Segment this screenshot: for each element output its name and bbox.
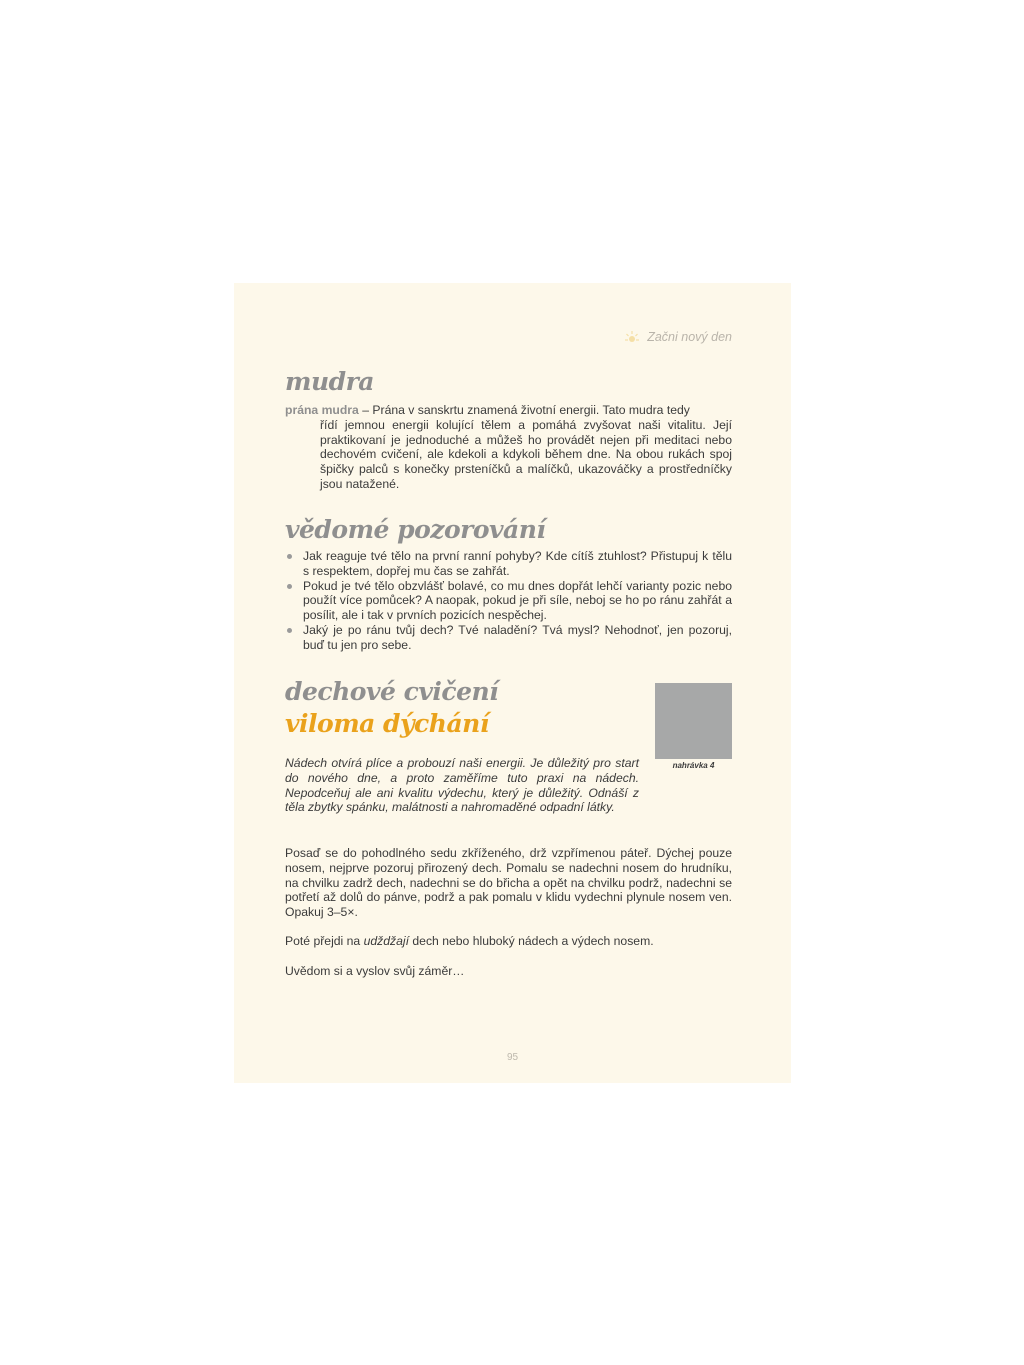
book-page xyxy=(234,283,791,1083)
section-heading-observation: vědomé pozorování xyxy=(285,515,546,544)
photo-placeholder xyxy=(655,683,732,759)
p2-italic: udždžají xyxy=(363,934,410,948)
section-heading-mudra: mudra xyxy=(285,367,374,396)
section-subheading-viloma: viloma dýchání xyxy=(285,709,489,738)
section-heading-breathing: dechové cvičení xyxy=(285,677,499,706)
running-head-text: Začni nový den xyxy=(647,330,732,344)
observation-list xyxy=(285,549,732,653)
definition-first-line xyxy=(285,403,732,418)
list-item: Jaký je po ránu tvůj dech? Tvé naladění? Tvá mysl? Nehodnoť, jen pozoruj, buď tu jen pro sebe. xyxy=(285,623,732,653)
breathing-instructions: Posaď se do pohodlného sedu zkříženého, drž vzpřímenou páteř. Dýchej pouze nosem, nejprve pozoruj přirozený dech. Pomalu se nadechni nosem do hrudníku, na chvilku zadrž dech, nadechni se do břicha a opět na chvilku podrž, nadechni se potřetí až dolů do pánve, podrž a pak pomalu v klidu vydechni plynule nosem ven. Opakuj 3–5×. xyxy=(285,846,732,920)
list-item: Jak reaguje tvé tělo na první ranní pohyby? Kde cítíš ztuhlost? Přistupuj k tělu s respektem, dopřej mu čas se zahřát. xyxy=(285,549,732,579)
p2-before: Poté přejdi na xyxy=(285,934,364,948)
intention-line: Uvědom si a vyslov svůj záměr… xyxy=(285,964,465,978)
breathing-intro: Nádech otvírá plíce a probouzí naši energii. Je důležitý pro start do nového dne, a proto zaměříme tuto praxi na nádech. Nepodceňuj ale ani kvalitu výdechu, který je důležitý. Odnáší z těla zbytky spánku, malátnosti a nahromaděné odpadní látky. xyxy=(285,756,639,815)
definition-body: řídí jemnou energii kolující tělem a pomáhá zvyšovat naši vitalitu. Její praktikovaní je jednoduché a můžeš ho provádět nejen při meditaci nebo dechovém cvičení, ale kdekoli a kdykoli během dne. Na obou rukách spoj špičky palců s konečky prsteníčků a malíčků, ukazováčky a prostředníčky jsou natažené. xyxy=(320,417,732,491)
definition-term: prána mudra xyxy=(285,403,359,417)
running-head xyxy=(625,330,732,344)
definition-line1: – Prána v sanskrtu znamená životní energii. Tato mudra tedy xyxy=(358,403,690,417)
p2-after: dech nebo hluboký nádech a výdech nosem. xyxy=(409,934,654,948)
list-item: Pokud je tvé tělo obzvlášť bolavé, co mu dnes dopřát lehčí varianty pozic nebo použít více pomůcek? A naopak, pokud je při síle, neboj se ho po ránu zahřát a posílit, ale i tak v prvních pozicích nespěchej. xyxy=(285,579,732,623)
sun-icon xyxy=(625,330,639,344)
breathing-continue xyxy=(285,934,732,949)
mudra-definition xyxy=(285,403,732,492)
recording-caption: nahrávka 4 xyxy=(672,761,715,770)
page-number: 95 xyxy=(506,1052,519,1063)
